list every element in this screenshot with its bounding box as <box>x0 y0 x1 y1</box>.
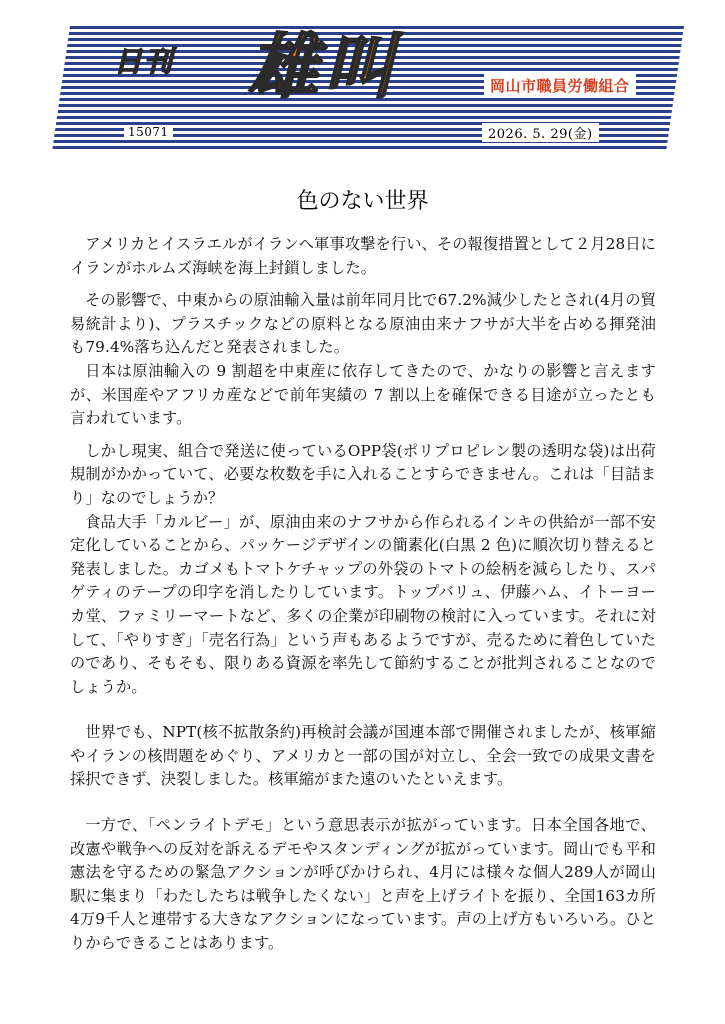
masthead <box>52 26 684 152</box>
paragraph: 世界でも、NPT(核不拡散条約)再検討会議が国連本部で開催されましたが、核軍縮やイランの核問題をめぐり、アメリカと一部の国が対立し、全会一致での成果文書を採択できず、決裂しました。核軍縮がまた遠のいたといえます。 <box>70 723 656 789</box>
article-title: 色のない世界 <box>296 189 429 214</box>
logo-title: 雄叫 <box>248 26 400 108</box>
article-body <box>70 233 656 956</box>
paragraph: しかし現実、組合で発送に使っているOPP袋(ポリプロピレン製の透明な袋)は出荷規制がかかっていて、必要な枚数を手に入れることすらできません。これは「目詰まり」なのでしょうか？ <box>70 441 656 507</box>
paragraph: 一方で、「ペンライトデモ」という意思表示が拡がっています。日本全国各地で、改憲や戦争への反対を訴えるデモやスタンディングが拡がっています。岡山でも平和憲法を守るための緊急アクションが呼びかけられ、4月には様々な個人289人が岡山駅に集まり「わたしたちは戦争したくない」と声を上げライトを振り、全国163カ所4万9千人と連帯する大きなアクションになっています。声の上げ方もいろいろ。ひとりからできることはあります。 <box>70 816 656 953</box>
paragraph: 食品大手「カルビー」が、原油由来のナフサから作られるインキの供給が一部不安定化していることから、パッケージデザインの簡素化(白黒 2 色)に順次切り替えると発表しました。カゴメもトマトケチャップの外袋のトマトの絵柄を減らしたり、スパゲティのテープの印字を消したりしています。トップバリュ、伊藤ハム、イトーヨーカ堂、ファミリーマートなど、多くの企業が印刷物の検討に入っています。それに対して、「やりすぎ」「売名行為」という声もあるようですが、売るために着色していたのであり、そもそも、限りある資源を率先して節約することが批判されることなのでしょうか。 <box>70 512 656 696</box>
paragraph: アメリカとイスラエルがイランへ軍事攻撃を行い、その報復措置として２月28日にイランがホルムズ海峡を海上封鎖しました。 <box>70 235 656 277</box>
issue-date: 2026. 5. 29(金) <box>482 123 599 142</box>
organization-name: 岡山市職員労働組合 <box>484 74 636 97</box>
paragraph: 日本は原油輸入の 9 割超を中東産に依存してきたので、かなりの影響と言えますが、米国産やアフリカ産などで前年実績の 7 割以上を確保できる目途が立ったとも言われています。 <box>70 361 656 428</box>
issue-number: 15071 <box>124 125 173 139</box>
logo-daily: 日刊 <box>114 45 175 78</box>
paragraph: その影響で、中東からの原油輸入量は前年同月比で67.2%減少したとされ(4月の貿易統計より)、プラスチックなどの原料となる原油由来ナフサが大半を占める揮発油も79.4%落ち込んだと発表されました。 <box>70 291 656 357</box>
